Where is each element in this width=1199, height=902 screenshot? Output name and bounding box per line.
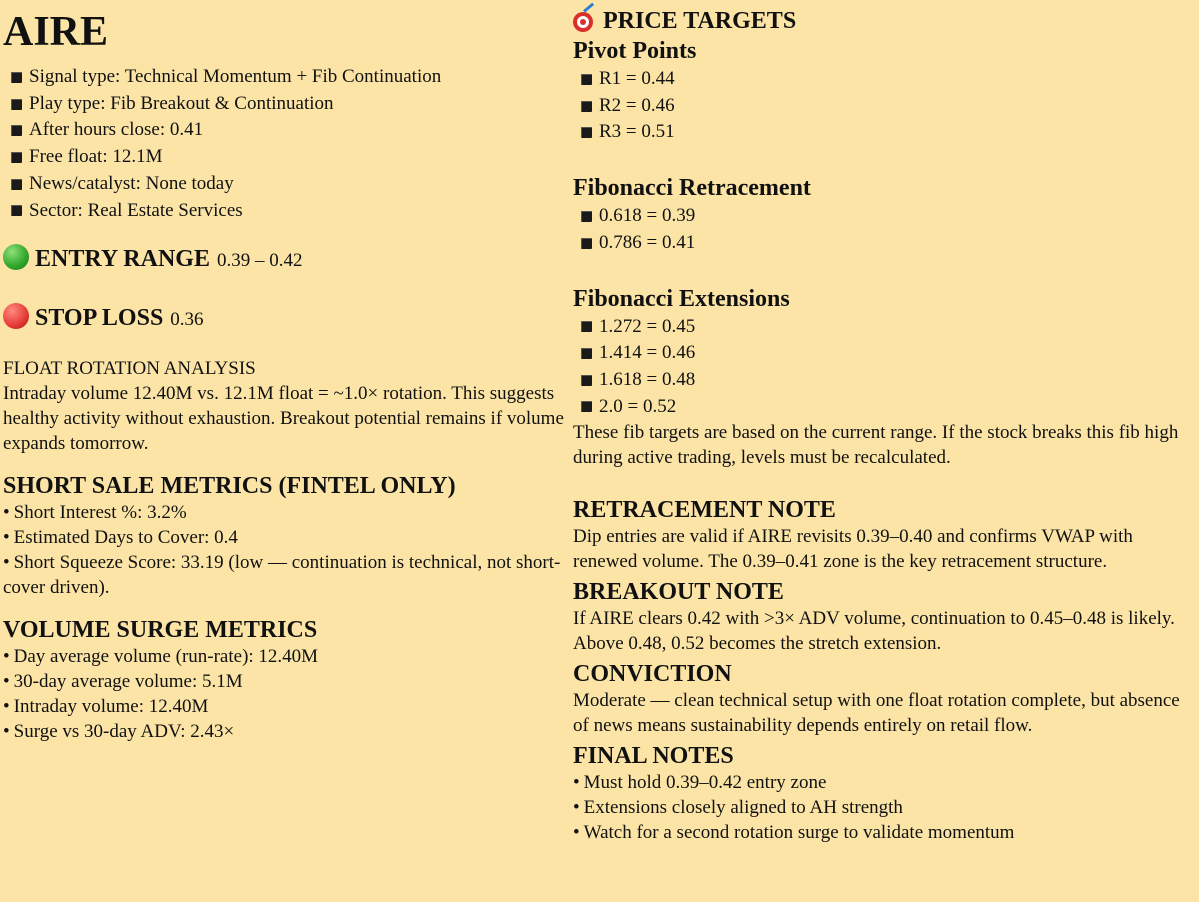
fact-item: Free float: 12.1M — [3, 144, 568, 171]
conviction-title: CONVICTION — [573, 661, 732, 688]
list-item: 0.786 = 0.41 — [573, 230, 1193, 257]
fib-retracement-title: Fibonacci Retracement — [573, 175, 811, 202]
stop-loss-label: STOP LOSS — [35, 305, 164, 332]
target-icon — [573, 10, 595, 32]
black-square-icon — [581, 401, 592, 412]
fib-extensions-list — [573, 314, 1193, 421]
fact-item: News/catalyst: None today — [3, 171, 568, 198]
list-item: • Extensions closely aligned to AH strength — [573, 797, 903, 819]
list-item: • Watch for a second rotation surge to validate momentum — [573, 822, 1015, 844]
ticker-title: AIRE — [3, 9, 109, 55]
list-item: • Short Squeeze Score: 33.19 (low — continuation is technical, not short-cover driven). — [3, 552, 561, 599]
price-targets-title: PRICE TARGETS — [603, 8, 797, 34]
black-square-icon — [581, 101, 592, 112]
black-square-icon — [581, 348, 592, 359]
fib-note-text: These fib targets are based on the current range. If the stock breaks this fib high during active trading, levels must be recalculated. — [573, 422, 1179, 469]
list-item: R3 = 0.51 — [573, 119, 1193, 146]
list-item: R1 = 0.44 — [573, 66, 1193, 93]
fact-item: Signal type: Technical Momentum + Fib Continuation — [3, 64, 568, 91]
float-rotation-title: FLOAT ROTATION ANALYSIS — [3, 358, 256, 380]
retracement-note-text: Dip entries are valid if AIRE revisits 0.39–0.40 and confirms VWAP with renewed volume. The 0.39–0.41 zone is the key retracement structure. — [573, 526, 1133, 573]
black-square-icon — [581, 375, 592, 386]
fact-item: After hours close: 0.41 — [3, 117, 568, 144]
volume-surge-title: VOLUME SURGE METRICS — [3, 617, 318, 644]
black-square-icon — [581, 238, 592, 249]
list-item: 0.618 = 0.39 — [573, 203, 1193, 230]
fact-item: Sector: Real Estate Services — [3, 198, 568, 225]
final-notes-title: FINAL NOTES — [573, 743, 734, 770]
pivot-points-list — [573, 66, 1193, 146]
list-item: • Day average volume (run-rate): 12.40M — [3, 646, 319, 668]
breakout-note-title: BREAKOUT NOTE — [573, 579, 784, 606]
list-item: • Short Interest %: 3.2% — [3, 502, 187, 524]
price-targets-header — [573, 6, 1193, 36]
list-item: • 30-day average volume: 5.1M — [3, 671, 243, 693]
black-square-icon — [581, 211, 592, 222]
list-item: 2.0 = 0.52 — [573, 394, 1193, 421]
entry-range-value: 0.39 – 0.42 — [216, 250, 303, 272]
entry-range-label: ENTRY RANGE — [35, 246, 210, 273]
list-item: R2 = 0.46 — [573, 93, 1193, 120]
list-item: • Surge vs 30-day ADV: 2.43× — [3, 721, 235, 743]
breakout-note-text: If AIRE clears 0.42 with >3× ADV volume, continuation to 0.45–0.48 is likely. Above 0.48, 0.52 becomes the stretch extension. — [573, 608, 1175, 655]
black-square-icon — [581, 321, 592, 332]
black-square-icon — [581, 74, 592, 85]
final-notes-list — [573, 770, 1193, 845]
fib-retracement-list — [573, 203, 1193, 256]
black-square-icon — [581, 127, 592, 138]
right-column-content — [573, 6, 1193, 845]
float-rotation-text: Intraday volume 12.40M vs. 12.1M float = ~1.0× rotation. This suggests healthy activity without exhaustion. Breakout potential remains if volume expands tomorrow. — [3, 383, 564, 455]
pivot-points-title: Pivot Points — [573, 38, 697, 64]
list-item: 1.272 = 0.45 — [573, 314, 1193, 341]
retracement-note-title: RETRACEMENT NOTE — [573, 497, 836, 524]
list-item: • Intraday volume: 12.40M — [3, 696, 209, 718]
conviction-text: Moderate — clean technical setup with one float rotation complete, but absence of news means sustainability depends entirely on retail flow. — [573, 690, 1180, 737]
list-item: 1.414 = 0.46 — [573, 340, 1193, 367]
stop-loss-value: 0.36 — [170, 309, 204, 331]
list-item: • Estimated Days to Cover: 0.4 — [3, 527, 238, 549]
list-item: • Must hold 0.39–0.42 entry zone — [573, 772, 827, 794]
fact-item: Play type: Fib Breakout & Continuation — [3, 91, 568, 118]
short-sale-title: SHORT SALE METRICS (FINTEL ONLY) — [3, 473, 456, 500]
fib-extensions-title: Fibonacci Extensions — [573, 285, 790, 312]
list-item: 1.618 = 0.48 — [573, 367, 1193, 394]
